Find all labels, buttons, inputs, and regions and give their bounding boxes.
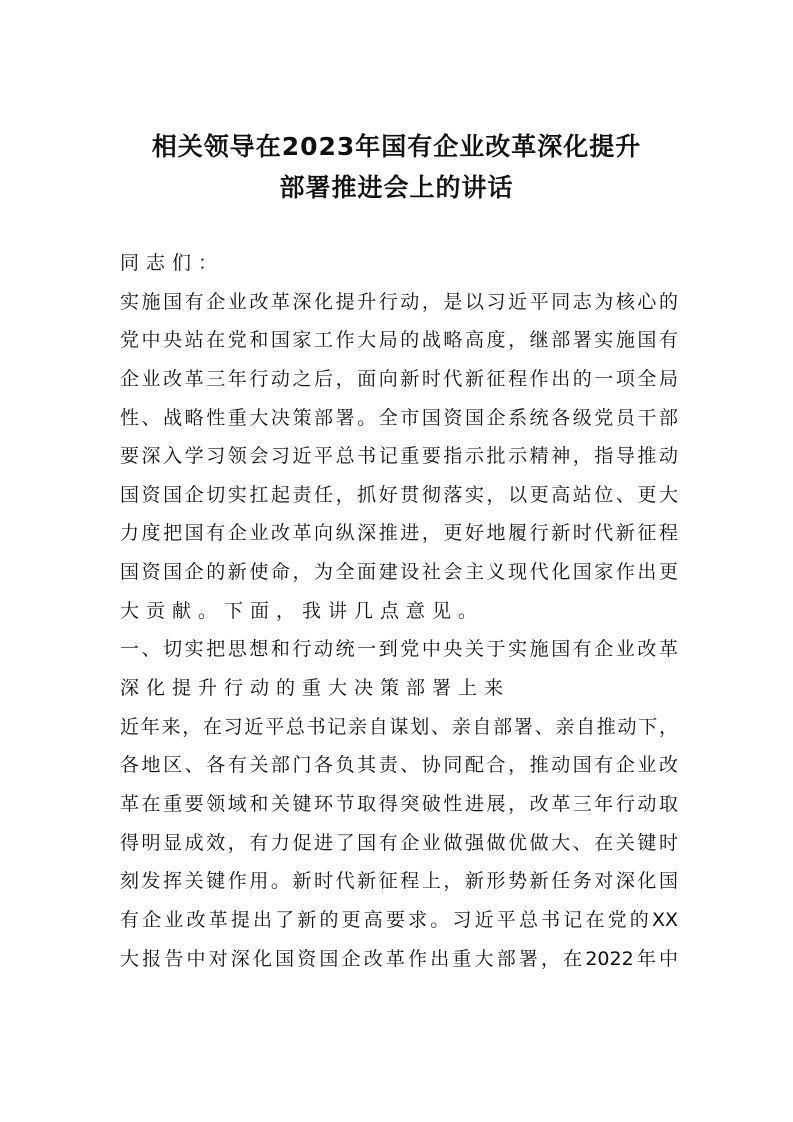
paragraph-line: 各地区、各有关部门各负其责、协同配合，推动国有企业改	[120, 754, 678, 777]
paragraph-line: 大报告中对深化国资国企改革作出重大部署，在2022年中	[120, 947, 678, 970]
paragraph-line: 党中央站在党和国家工作大局的战略高度，继部署实施国有	[120, 329, 678, 352]
paragraph-line: 国资国企的新使命，为全面建设社会主义现代化国家作出更	[120, 561, 678, 584]
section-heading-line: 深化提升行动的重大决策部署上来	[120, 677, 511, 700]
paragraph-line: 近年来，在习近平总书记亲自谋划、亲自部署、亲自推动下，	[120, 715, 678, 738]
paragraph-line: 大贡献。下面，我讲几点意见。	[120, 599, 485, 622]
paragraph-line: 实施国有企业改革深化提升行动，是以习近平同志为核心的	[120, 290, 678, 313]
paragraph-line: 刻发挥关键作用。新时代新征程上，新形势新任务对深化国	[120, 870, 678, 893]
title-line-2: 部署推进会上的讲话	[279, 173, 514, 202]
title-line-1: 相关领导在2023年国有企业改革深化提升	[151, 132, 642, 161]
paragraph-line: 有企业改革提出了新的更高要求。习近平总书记在党的XX	[120, 908, 678, 931]
paragraph-line: 企业改革三年行动之后，面向新时代新征程作出的一项全局	[120, 367, 678, 390]
document-body	[120, 244, 678, 978]
paragraph-line: 国资国企切实扛起责任，抓好贯彻落实，以更高站位、更大	[120, 483, 678, 506]
paragraph-line: 要深入学习领会习近平总书记重要指示批示精神，指导推动	[120, 445, 678, 468]
paragraph-line: 性、战略性重大决策部署。全市国资国企系统各级党员干部	[120, 406, 678, 429]
paragraph-line: 得明显成效，有力促进了国有企业做强做优做大、在关键时	[120, 831, 678, 854]
paragraph-line: 革在重要领域和关键环节取得突破性进展，改革三年行动取	[120, 792, 678, 815]
section-heading-line: 一、切实把思想和行动统一到党中央关于实施国有企业改革	[120, 638, 678, 661]
document-title	[100, 126, 693, 208]
body-text	[120, 283, 678, 979]
paragraph-line: 力度把国有企业改革向纵深推进，更好地履行新时代新征程	[120, 522, 678, 545]
salutation: 同志们：	[120, 252, 225, 274]
